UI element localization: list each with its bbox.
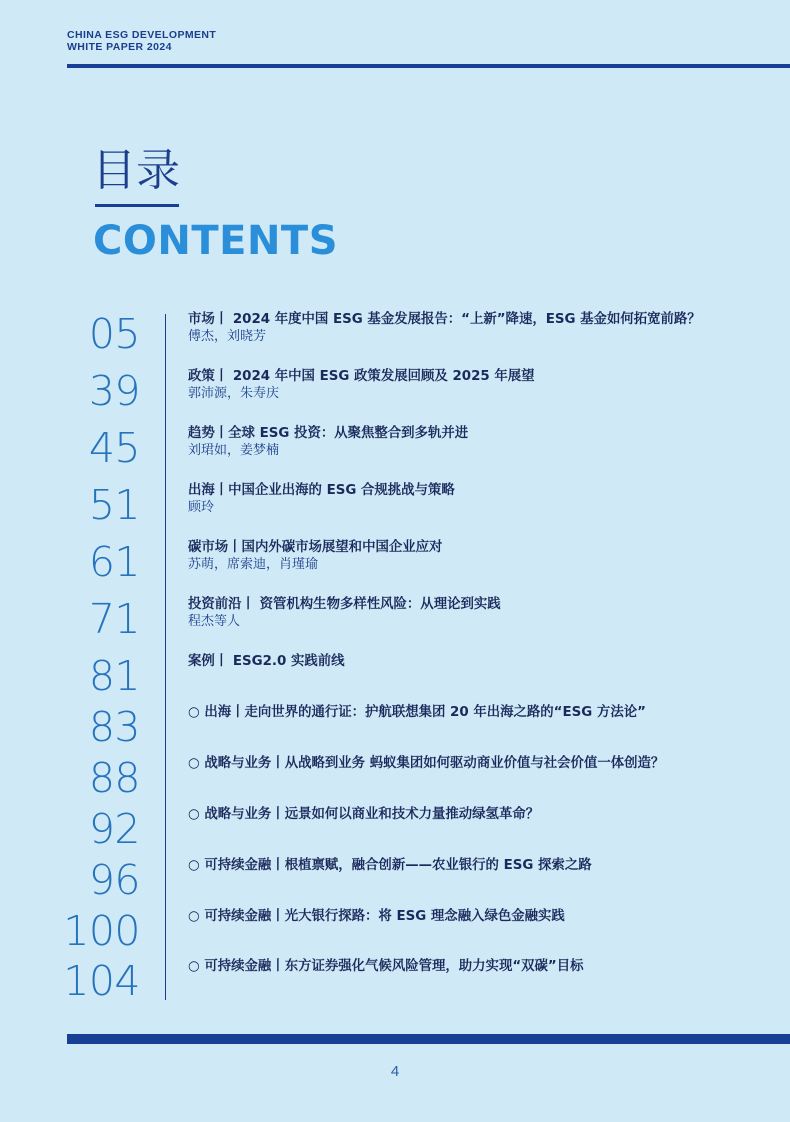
toc-entry-title[interactable]: 市场丨 2024 年度中国 ESG 基金发展报告：“上新”降速，ESG 基金如何拓宽前路？ xyxy=(188,312,701,327)
toc-page-number: 71 xyxy=(88,595,140,643)
toc-page-number: 88 xyxy=(88,754,140,802)
toc-entry-title[interactable]: ○ 战略与业务丨从战略到业务 蚂蚁集团如何驱动商业价值与社会价值一体创造？ xyxy=(188,756,665,771)
toc-entry-title[interactable]: ○ 战略与业务丨远景如何以商业和技术力量推动绿氢革命？ xyxy=(188,807,540,822)
toc-entry-title[interactable]: 出海丨中国企业出海的 ESG 合规挑战与策略 xyxy=(188,483,455,498)
toc-entry-title[interactable]: 案例丨 ESG2.0 实践前线 xyxy=(188,654,345,669)
toc-entry-author: 刘珺如，姜梦楠 xyxy=(188,443,280,458)
toc-entry-title[interactable]: 政策丨 2024 年中国 ESG 政策发展回顾及 2025 年展望 xyxy=(188,369,535,384)
toc-page-number: 83 xyxy=(88,703,140,751)
toc-page-number: 92 xyxy=(88,805,140,853)
toc-entry-title[interactable]: ○ 可持续金融丨光大银行探路：将 ESG 理念融入绿色金融实践 xyxy=(188,909,565,924)
title-underline xyxy=(95,204,179,207)
toc-entry-author: 郭沛源，朱寿庆 xyxy=(188,386,280,401)
toc-entry-title[interactable]: 碳市场丨国内外碳市场展望和中国企业应对 xyxy=(188,540,443,555)
toc-page-number: 81 xyxy=(88,652,140,700)
toc-vertical-divider xyxy=(165,314,166,1000)
toc-entry-title[interactable]: ○ 出海丨走向世界的通行证：护航联想集团 20 年出海之路的“ESG 方法论” xyxy=(188,705,646,720)
page-title-en: CONTENTS xyxy=(93,218,339,264)
toc-page-number: 96 xyxy=(88,856,140,904)
toc-entry-title[interactable]: 趋势丨全球 ESG 投资：从聚焦整合到多轨并进 xyxy=(188,426,469,441)
report-header xyxy=(67,29,216,53)
toc-page-number: 39 xyxy=(88,367,140,415)
toc-page-number: 100 xyxy=(63,907,140,955)
toc-entry-title[interactable]: ○ 可持续金融丨东方证券强化气候风险管理，助力实现“双碳”目标 xyxy=(188,959,584,974)
header-line-1: CHINA ESG DEVELOPMENT xyxy=(67,29,217,41)
toc-page-number: 61 xyxy=(88,538,140,586)
toc-page-number: 51 xyxy=(88,481,140,529)
bottom-divider xyxy=(67,1034,790,1044)
toc-entry-author: 程杰等人 xyxy=(188,614,241,629)
toc-page-number: 45 xyxy=(88,424,140,472)
toc-entry-author: 傅杰，刘晓芳 xyxy=(188,329,267,344)
header-line-2: WHITE PAPER 2024 xyxy=(67,41,172,53)
toc-entry-title[interactable]: 投资前沿丨 资管机构生物多样性风险：从理论到实践 xyxy=(188,597,501,612)
toc-page-number: 05 xyxy=(88,310,140,358)
toc-entry-author: 顾玲 xyxy=(188,500,215,515)
top-divider xyxy=(67,64,790,68)
page-title-cn: 目录 xyxy=(92,145,180,196)
toc-entry-title[interactable]: ○ 可持续金融丨根植禀赋，融合创新——农业银行的 ESG 探索之路 xyxy=(188,858,592,873)
toc-entry-author: 苏萌，席索迪，肖瑾瑜 xyxy=(188,557,319,572)
page-number: 4 xyxy=(390,1063,400,1080)
toc-page-number: 104 xyxy=(63,957,140,1005)
